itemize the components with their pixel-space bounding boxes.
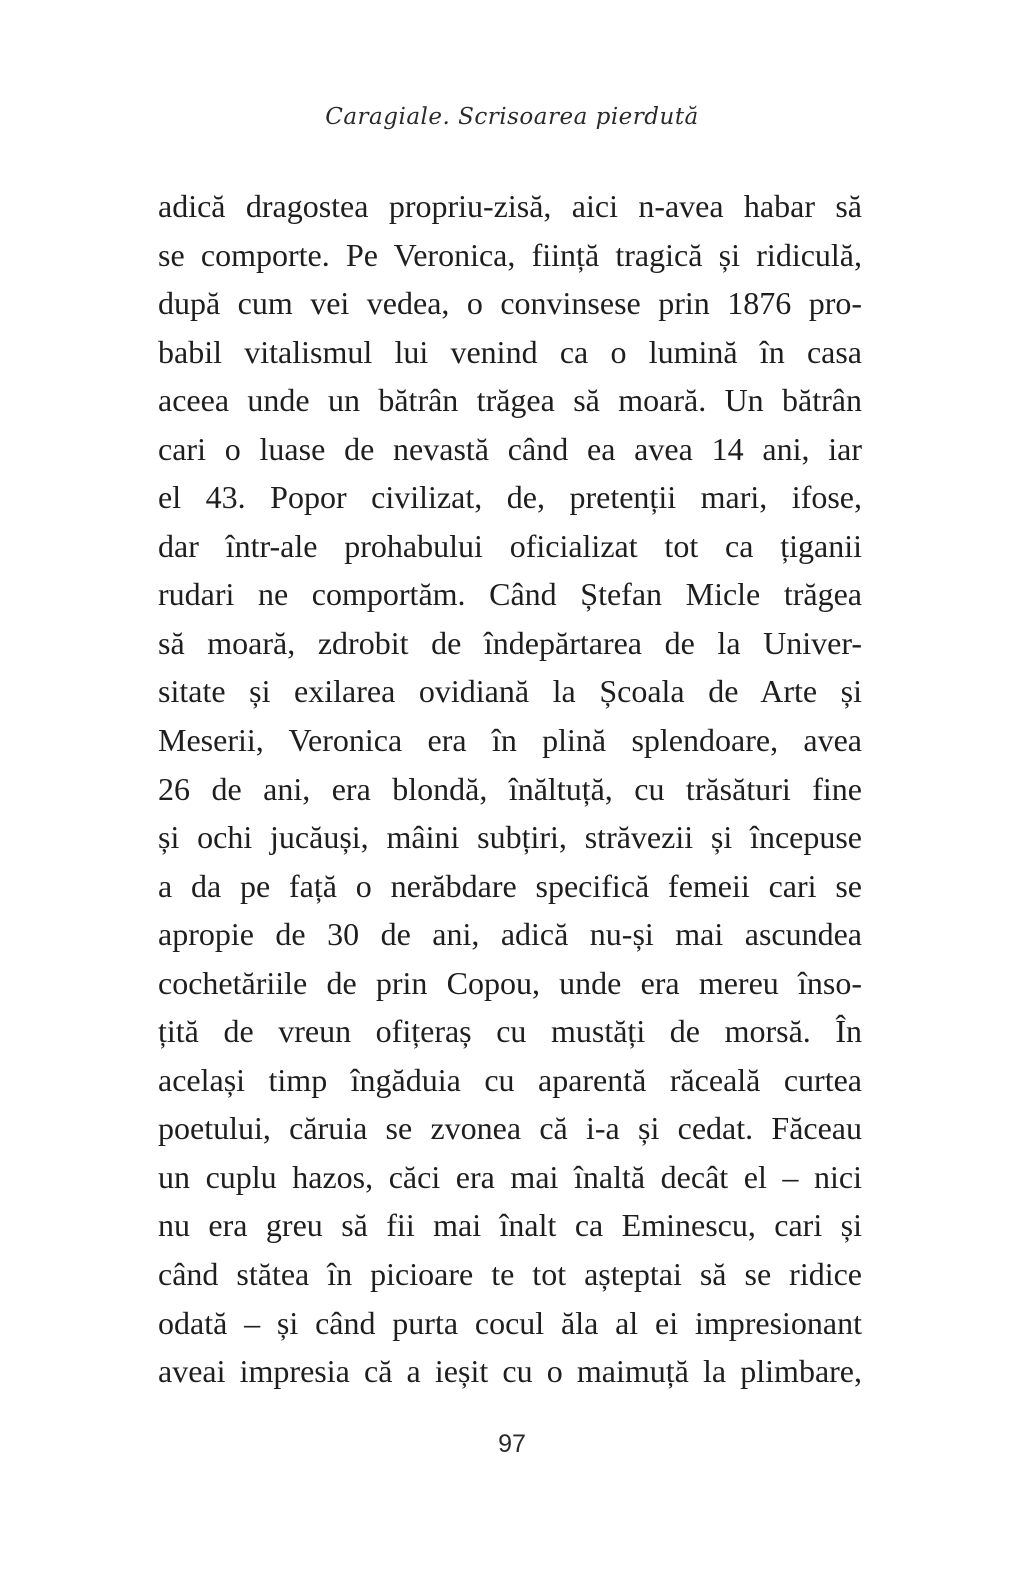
text-line: cochetăriile de prin Copou, unde era mereu înso- (158, 964, 862, 1001)
text-line: el 43. Popor civilizat, de, pretenții mari, ifose, (158, 479, 862, 516)
text-line: și ochi jucăuși, mâini subțiri, străvezii și începuse (158, 819, 862, 856)
text-line: apropie de 30 de ani, adică nu-și mai ascundea (158, 916, 862, 953)
text-line: același timp îngăduia cu aparentă răceală curtea (158, 1061, 862, 1098)
text-line: 26 de ani, era blondă, înăltuță, cu trăsături fine (158, 770, 862, 807)
page-number: 97 (498, 1430, 526, 1458)
text-line: sitate și exilarea ovidiană la Școala de Arte și (158, 673, 862, 710)
text-line: a da pe față o nerăbdare specifică femeii cari se (158, 867, 862, 904)
text-line: se comporte. Pe Veronica, ființă tragică și ridiculă, (158, 236, 862, 273)
text-line: rudari ne comportăm. Când Ștefan Micle trăgea (158, 576, 862, 613)
text-line: țită de vreun ofițeraș cu mustăți de morsă. În (158, 1013, 862, 1050)
text-line: cari o luase de nevastă când ea avea 14 ani, iar (158, 430, 862, 467)
text-line: dar într-ale prohabului oficializat tot ca țiganii (158, 527, 862, 564)
text-line: babil vitalismul lui venind ca o lumină în casa (158, 333, 862, 370)
text-line: când stătea în picioare te tot așteptai să se ridice (158, 1256, 862, 1293)
text-line: nu era greu să fii mai înalt ca Eminescu, cari și (158, 1207, 862, 1244)
text-line: poetului, căruia se zvonea că i-a și cedat. Făceau (158, 1110, 862, 1147)
text-line: odată – și când purta cocul ăla al ei impresionant (158, 1304, 862, 1341)
text-line: aveai impresia că a ieșit cu o maimuță la plimbare, (158, 1353, 862, 1390)
body-text (158, 182, 862, 1396)
text-line: Meserii, Veronica era în plină splendoare, avea (158, 722, 862, 759)
text-line: după cum vei vedea, o convinsese prin 1876 pro- (158, 285, 862, 322)
text-line: un cuplu hazos, căci era mai înaltă decât el – nici (158, 1158, 862, 1195)
running-header: Caragiale. Scrisoarea pierdută (325, 104, 699, 130)
text-line: aceea unde un bătrân trăgea să moară. Un bătrân (158, 382, 862, 419)
text-line: să moară, zdrobit de îndepărtarea de la Univer- (158, 624, 862, 661)
text-line: adică dragostea propriu-zisă, aici n-avea habar să (158, 188, 862, 224)
